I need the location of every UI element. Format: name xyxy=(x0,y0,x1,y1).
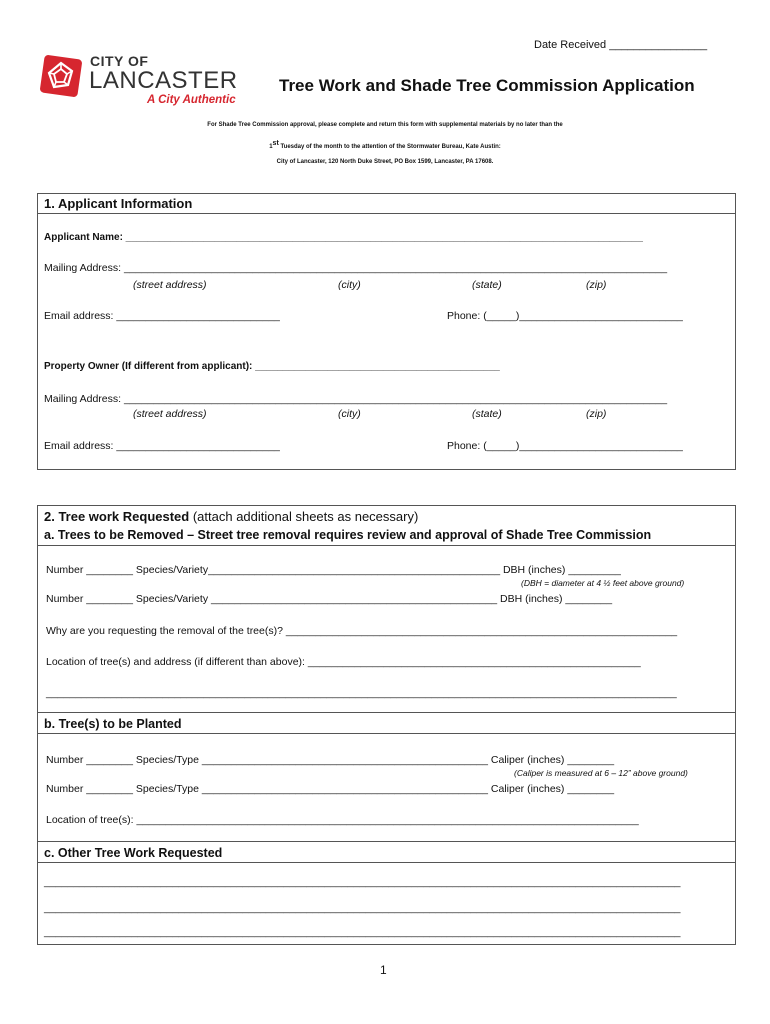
removal-row-2[interactable]: Number ________ Species/Variety _________________________________________________ DBH (inches) ________ xyxy=(46,593,613,605)
city-caption: (city) xyxy=(338,279,361,291)
intro-line-2: 1st Tuesday of the month to the attention of the Stormwater Bureau, Kate Austin: xyxy=(269,140,501,150)
page-number: 1 xyxy=(380,963,387,977)
owner-email-address-field[interactable]: Email address: ____________________________ xyxy=(44,440,280,452)
removal-location-field[interactable]: Location of tree(s) and address (if different than above): _________________________________________________________ xyxy=(46,656,641,668)
planting-row-2[interactable]: Number ________ Species/Type _________________________________________________ Caliper (inches) ________ xyxy=(46,783,615,795)
owner-street-address-caption: (street address) xyxy=(133,408,207,420)
zip-caption: (zip) xyxy=(586,279,607,291)
applicant-name-field[interactable]: Applicant Name: _____________________________________________________________________________________________ xyxy=(44,232,643,243)
logo-city-of: CITY OF xyxy=(90,53,149,69)
intro-line-3: City of Lancaster, 120 North Duke Street, PO Box 1599, Lancaster, PA 17608. xyxy=(276,159,494,165)
rose-emblem-icon xyxy=(40,55,82,97)
planting-location-field[interactable]: Location of tree(s): ______________________________________________________________________________________ xyxy=(46,814,639,826)
logo-lancaster: LANCASTER xyxy=(89,67,238,94)
section-1-title: 1. Applicant Information xyxy=(44,196,193,211)
owner-mailing-address-field[interactable]: Mailing Address: _____________________________________________________________________________________________ xyxy=(44,393,668,405)
trees-planted-title: b. Tree(s) to be Planted xyxy=(44,717,182,731)
removal-location-extra-line[interactable]: ____________________________________________________________________________________________________________ xyxy=(46,687,677,699)
other-work-title: c. Other Tree Work Requested xyxy=(44,846,223,860)
planting-row-1[interactable]: Number ________ Species/Type _________________________________________________ Caliper (inches) ________ xyxy=(46,754,615,766)
tree-work-requested-section xyxy=(37,505,736,945)
dbh-note: (DBH = diameter at 4 ½ feet above ground) xyxy=(521,578,685,588)
section-2-title: 2. Tree work Requested (attach additional sheets as necessary) xyxy=(44,509,419,524)
state-caption: (state) xyxy=(472,279,502,291)
logo-tagline: A City Authentic xyxy=(147,94,236,106)
email-address-field[interactable]: Email address: ____________________________ xyxy=(44,310,280,322)
intro-line-1: For Shade Tree Commission approval, please complete and return this form with supplemental materials by no later than the xyxy=(207,122,563,128)
removal-row-1[interactable]: Number ________ Species/Variety__________________________________________________ DBH (inches) _________ xyxy=(46,564,621,576)
other-work-line-2[interactable]: _____________________________________________________________________________________________________________ xyxy=(44,902,681,914)
property-owner-field[interactable]: Property Owner (If different from applicant): ____________________________________________ xyxy=(44,361,500,372)
owner-city-caption: (city) xyxy=(338,408,361,420)
other-work-line-1[interactable]: _____________________________________________________________________________________________________________ xyxy=(44,876,681,888)
owner-state-caption: (state) xyxy=(472,408,502,420)
phone-field[interactable]: Phone: (_____)____________________________ xyxy=(447,310,683,322)
caliper-note: (Caliper is measured at 6 – 12” above ground) xyxy=(514,768,688,778)
owner-phone-field[interactable]: Phone: (_____)____________________________ xyxy=(447,440,683,452)
city-logo xyxy=(40,51,240,111)
applicant-information-section xyxy=(37,193,736,470)
street-address-caption: (street address) xyxy=(133,279,207,291)
trees-removed-title: a. Trees to be Removed – Street tree removal requires review and approval of Shade Tree Commission xyxy=(44,528,652,542)
other-work-line-3[interactable]: _____________________________________________________________________________________________________________ xyxy=(44,926,681,938)
date-received-field[interactable]: Date Received ________________ xyxy=(534,39,708,51)
removal-reason-field[interactable]: Why are you requesting the removal of the tree(s)? ___________________________________________________________________ xyxy=(46,625,678,637)
owner-zip-caption: (zip) xyxy=(586,408,607,420)
mailing-address-field[interactable]: Mailing Address: _____________________________________________________________________________________________ xyxy=(44,262,668,274)
page-title: Tree Work and Shade Tree Commission Application xyxy=(279,76,695,95)
